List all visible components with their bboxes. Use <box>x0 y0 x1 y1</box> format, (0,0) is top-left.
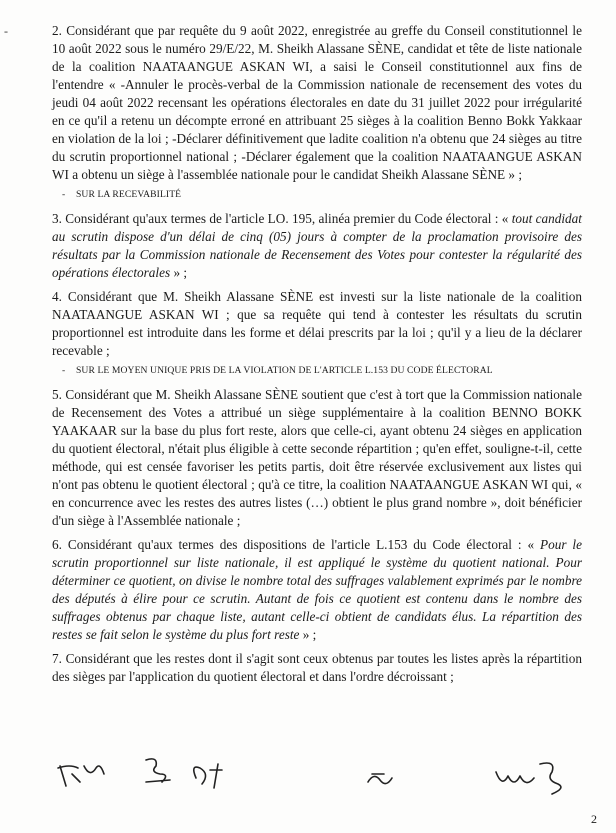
signatures-row <box>0 738 616 818</box>
paragraph-6-end: » ; <box>299 627 317 642</box>
paragraph-6-quote: Pour le scrutin proportionnel sur liste nationale, il est appliqué le système du quotient national. Pour déterminer ce quotient, on divise le nombre total des suffrages valablement exprimés par le nombre des députés à élire pour ce scrutin. Autant de fois ce quotient est contenu dans le nombre des suffrages obtenus par chaque liste, autant celle-ci obtient de candidats élus. La répartition des restes se fait selon le système du plus fort reste <box>52 537 582 642</box>
signature-4 <box>368 774 392 784</box>
signature-2 <box>146 759 170 782</box>
heading-recevabilite <box>62 188 582 202</box>
paragraph-3-intro: 3. Considérant qu'aux termes de l'article LO. 195, alinéa premier du Code électoral : « <box>52 211 512 226</box>
paragraph-3-end: » ; <box>170 265 188 280</box>
heading-dash: - <box>62 365 66 376</box>
heading-text: SUR LA RECEVABILITÉ <box>76 189 182 200</box>
paragraph-6-intro: 6. Considérant qu'aux termes des dispositions de l'article L.153 du Code électoral : « <box>52 537 541 552</box>
paragraph-6 <box>52 536 582 644</box>
heading-text: SUR LE MOYEN UNIQUE PRIS DE LA VIOLATION DE L'ARTICLE L.153 DU CODE ÉLECTORAL <box>76 365 493 376</box>
paragraph-5: 5. Considérant que M. Sheikh Alassane SÈNE soutient que c'est à tort que la Commission nationale de Recensement des Votes a attribué un siège supplémentaire à la coalition BENNO BOKK YAAKAAR sur la base du plus fort reste, alors que celle-ci, ayant obtenu 24 sièges en application du quotient électoral, n'était plus éligible à cette seconde répartition ; qu'en effet, souligne-t-il, cette méthode, qui est censée favoriser les petits partis, doit être réservée exclusivement aux listes qui n'ont pas obtenu le quotient électoral ; qu'à ce titre, la coalition NAATAANGUE ASKAN WI qui, « en concurrence avec les restes des autres listes (…) obtient le plus grand nombre », doit bénéficier d'un siège à l'Assemblée nationale ; <box>52 387 582 528</box>
paragraph-4: 4. Considérant que M. Sheikh Alassane SÈNE est investi sur la liste nationale de la coalition NAATAANGUE ASKAN WI ; que sa requête qui tend à contester les résultats du scrutin proportionnel est introduite dans les forme et délai prescrits par la loi ; qu'il y a lieu de la déclarer recevable ; <box>52 289 582 358</box>
handwritten-signatures <box>0 738 616 818</box>
signature-5 <box>496 763 561 794</box>
margin-mark: - <box>4 24 8 38</box>
signature-3 <box>194 764 222 788</box>
signature-1 <box>58 766 104 786</box>
paragraph-2: 2. Considérant que par requête du 9 août 2022, enregistrée au greffe du Conseil constitutionnel le 10 août 2022 sous le numéro 29/E/22, M. Sheikh Alassane SÈNE, candidat et tête de liste nationale de la coalition NAATAANGUE ASKAN WI, a saisi le Conseil constitutionnel aux fins de l'entendre « -Annuler le procès-verbal de la Commission nationale de recensement des votes du jeudi 04 août 2022 recensant les opérations électorales en date du 31 juillet 2022 pour irrégularité en ce qu'il a retenu un décompte erroné en attribuant 25 sièges à la coalition Benno Bokk Yakkaar en violation de la loi ; -Déclarer définitivement que ladite coalition n'a obtenu que 24 sièges au titre du scrutin proportionnel national ; -Déclarer également que la coalition NAATAANGUE ASKAN WI a obtenu un siège à l'assemblée nationale pour le candidat Sheikh Alassane SÈNE » ; <box>52 23 582 182</box>
paragraph-3 <box>52 210 582 282</box>
page-number: 2 <box>591 812 597 826</box>
paragraph-3-quote: tout candidat au scrutin dispose d'un délai de cinq (05) jours à compter de la proclamation provisoire des résultats par la Commission nationale de Recensement des Votes pour contester la régularité des opérations électorales <box>52 211 582 280</box>
heading-moyen-unique <box>62 364 582 378</box>
heading-dash: - <box>62 189 66 200</box>
document-body <box>52 22 582 686</box>
paragraph-7: 7. Considérant que les restes dont il s'agit sont ceux obtenus par toutes les listes après la répartition des sièges par l'application du quotient électoral et dans l'ordre décroissant ; <box>52 651 582 684</box>
